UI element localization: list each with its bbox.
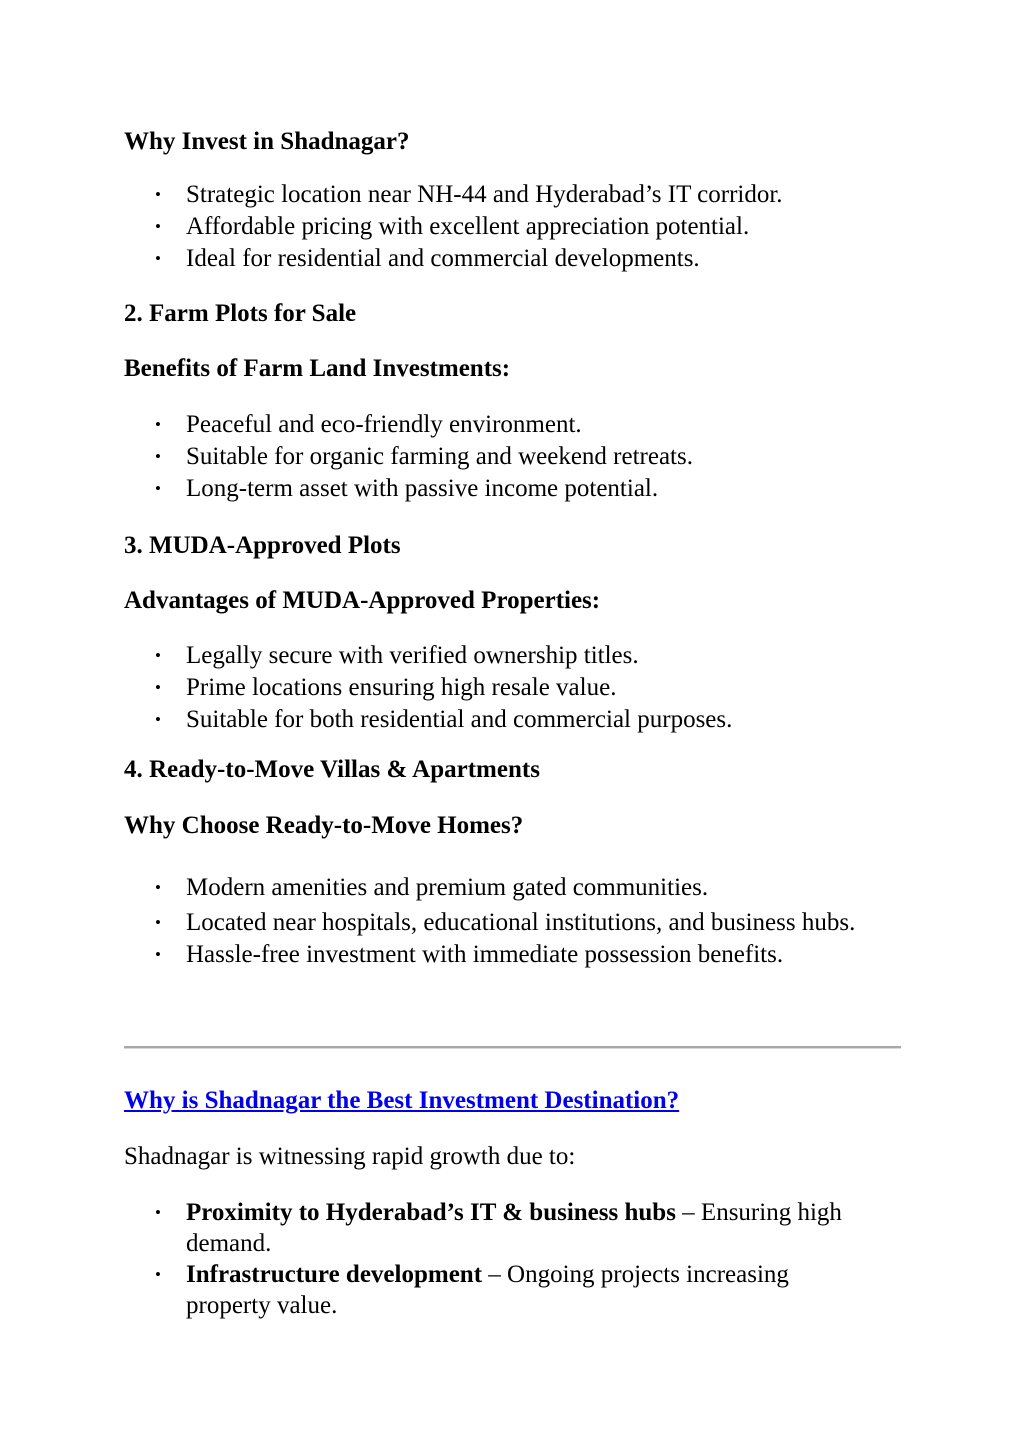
list-item: • Modern amenities and premium gated communities. [124, 872, 864, 904]
list-item: • Suitable for both residential and commercial purposes. [124, 704, 864, 736]
ready-to-move-title: 4. Ready-to-Move Villas & Apartments [124, 756, 540, 783]
why-invest-list [124, 179, 864, 275]
list-item: • Hassle-free investment with immediate possession benefits. [124, 939, 864, 971]
list-item: • Peaceful and eco-friendly environment. [124, 409, 864, 441]
list-item: • Long-term asset with passive income potential. [124, 473, 864, 505]
list-item: • Legally secure with verified ownership titles. [124, 640, 864, 672]
list-item [124, 1259, 864, 1321]
list-item-bold: Proximity to Hyderabad’s IT & business hubs [186, 1199, 676, 1226]
best-destination-list [124, 1197, 864, 1321]
muda-plots-list [124, 640, 864, 736]
list-item: • Located near hospitals, educational institutions, and business hubs. [124, 907, 864, 939]
list-item-bold: Infrastructure development [186, 1261, 483, 1288]
list-item-text: – Ongoing projects increasing property value. [186, 1261, 789, 1319]
list-item: • Ideal for residential and commercial developments. [124, 243, 864, 275]
list-item [124, 1197, 864, 1259]
list-item: • Strategic location near NH-44 and Hyderabad’s IT corridor. [124, 179, 864, 211]
list-item: • Suitable for organic farming and weekend retreats. [124, 441, 864, 473]
why-invest-heading: Why Invest in Shadnagar? [124, 128, 410, 155]
best-destination-intro: Shadnagar is witnessing rapid growth due to: [124, 1143, 576, 1170]
list-item: • Prime locations ensuring high resale value. [124, 672, 864, 704]
farm-plots-list [124, 409, 864, 505]
muda-plots-title: 3. MUDA-Approved Plots [124, 532, 401, 559]
best-destination-link[interactable]: Why is Shadnagar the Best Investment Destination? [124, 1087, 680, 1114]
ready-to-move-subheading: Why Choose Ready-to-Move Homes? [124, 812, 524, 839]
muda-plots-subheading: Advantages of MUDA-Approved Properties: [124, 587, 601, 614]
list-item-text: – Ensuring high demand. [186, 1199, 842, 1257]
list-item: • Affordable pricing with excellent appreciation potential. [124, 211, 864, 243]
ready-to-move-list [124, 872, 864, 971]
best-destination-heading [124, 1085, 679, 1116]
horizontal-divider [124, 1046, 901, 1049]
farm-plots-title: 2. Farm Plots for Sale [124, 300, 357, 327]
farm-plots-subheading: Benefits of Farm Land Investments: [124, 355, 511, 382]
